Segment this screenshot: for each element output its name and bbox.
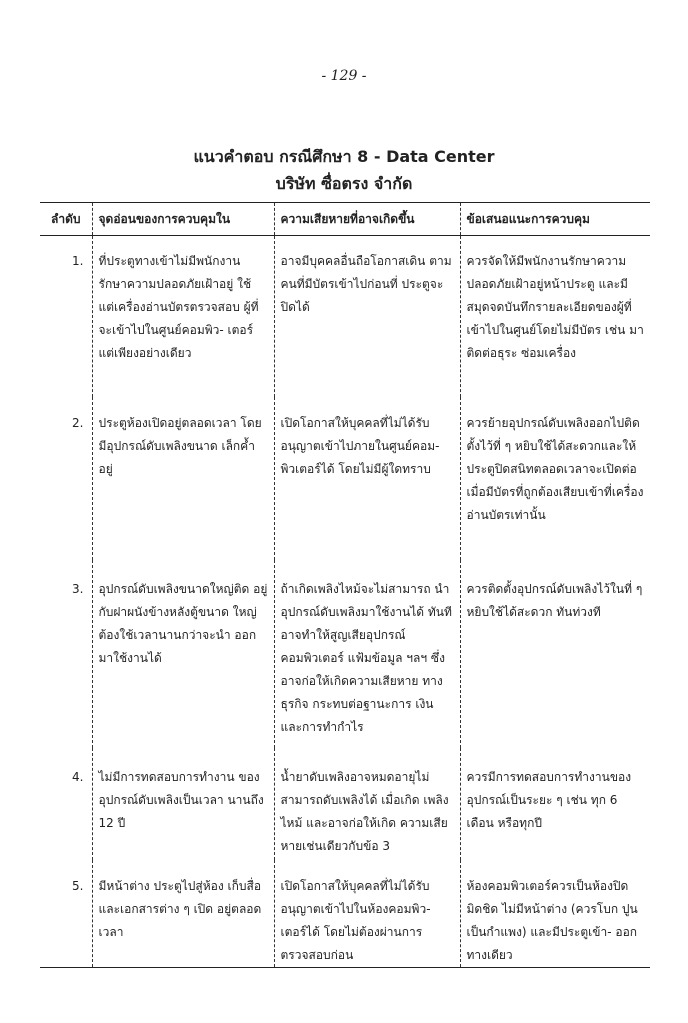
weakness-cell: ไม่มีการทดสอบการทำงาน ของอุปกรณ์ดับเพลิงเป็นเวลา นานถึง 12 ปี [92, 748, 274, 860]
damage-cell: เปิดโอกาสให้บุคคลที่ไม่ได้รับ อนุญาตเข้าไปภายในศูนย์คอม- พิวเตอร์ได้ โดยไม่มีผู้ใดทราบ [274, 397, 460, 560]
page-title: แนวคำตอบ กรณีศึกษา 8 - Data Center [193, 147, 495, 166]
row-number: 5. [72, 879, 84, 893]
row-number: 3. [72, 582, 84, 596]
table-row [40, 748, 650, 860]
header-suggestion: ข้อเสนอแนะการควบคุม [460, 203, 650, 236]
weakness-cell: อุปกรณ์ดับเพลิงขนาดใหญ่ติด อยู่กับฝาผนังข้างหลังตู้ขนาด ใหญ่ต้องใช้เวลานานกว่าจะนำ ออกมาใช้งานได้ [92, 560, 274, 748]
damage-cell: อาจมีบุคคลอื่นถือโอกาสเดิน ตามคนที่มีบัตรเข้าไปก่อนที่ ประตูจะปิดได้ [274, 236, 460, 398]
suggestion-cell: ควรมีการทดสอบการทำงานของ อุปกรณ์เป็นระยะ ๆ เช่น ทุก 6 เดือน หรือทุกปี [460, 748, 650, 860]
page-number: - 129 - [321, 68, 367, 84]
answer-table [40, 202, 650, 968]
header-weakness: จุดอ่อนของการควบคุมใน [92, 203, 274, 236]
table-row [40, 236, 650, 398]
weakness-cell: มีหน้าต่าง ประตูไปสู่ห้อง เก็บสื่อและเอกสารต่าง ๆ เปิด อยู่ตลอดเวลา [92, 860, 274, 968]
page-subtitle: บริษัท ซื่อตรง จำกัด [275, 174, 413, 193]
suggestion-cell: ควรติดตั้งอุปกรณ์ดับเพลิงไว้ในที่ ๆ หยิบใช้ได้สะดวก ทันท่วงที [460, 560, 650, 748]
suggestion-cell: ควรย้ายอุปกรณ์ดับเพลิงออกไปติด ตั้งไว้ที่ ๆ หยิบใช้ได้สะดวกและให้ ประตูปิดสนิทตลอดเวลาจะเปิดต่อ เมื่อมีบัตรที่ถูกต้องเสียบเข้าที่เครื่อง อ่านบัตรเท่านั้น [460, 397, 650, 560]
damage-cell: ถ้าเกิดเพลิงไหม้จะไม่สามารถ นำอุปกรณ์ดับเพลิงมาใช้งานได้ ทันที อาจทำให้สูญเสียอุปกรณ์ คอมพิวเตอร์ แฟ้มข้อมูล ฯลฯ ซึ่งอาจก่อให้เกิดความเสียหาย ทางธุรกิจ กระทบต่อฐานะการ เงินและการทำกำไร [274, 560, 460, 748]
table-row [40, 397, 650, 560]
header-damage: ความเสียหายที่อาจเกิดขึ้น [274, 203, 460, 236]
header-no: ลำดับ [50, 211, 81, 226]
row-number: 1. [72, 254, 84, 268]
suggestion-cell: ห้องคอมพิวเตอร์ควรเป็นห้องปิด มิดชิด ไม่มีหน้าต่าง (ควรโบก ปูนเป็นกำแพง) และมีประตูเข้า- ออกทางเดียว [460, 860, 650, 968]
suggestion-cell: ควรจัดให้มีพนักงานรักษาความ ปลอดภัยเฝ้าอยู่หน้าประตู และมี สมุดจดบันทึกรายละเอียดของผู้ที่ เข้าไปในศูนย์โดยไม่มีบัตร เช่น มา ติดต่อธุระ ซ่อมเครื่อง [460, 236, 650, 398]
table-header-row [40, 203, 650, 236]
weakness-cell: ที่ประตูทางเข้าไม่มีพนักงาน รักษาความปลอดภัยเฝ้าอยู่ ใช้ แต่เครื่องอ่านบัตรตรวจสอบ ผู้ที่จะเข้าไปในศูนย์คอมพิว- เตอร์แต่เพียงอย่างเดียว [92, 236, 274, 398]
weakness-cell: ประตูห้องเปิดอยู่ตลอดเวลา โดยมีอุปกรณ์ดับเพลิงขนาด เล็กค้ำอยู่ [92, 397, 274, 560]
row-number: 4. [72, 770, 84, 784]
row-number: 2. [72, 416, 84, 430]
damage-cell: เปิดโอกาสให้บุคคลที่ไม่ได้รับ อนุญาตเข้าไปในห้องคอมพิว- เตอร์ได้ โดยไม่ต้องผ่านการ ตรวจสอบก่อน [274, 860, 460, 968]
damage-cell: น้ำยาดับเพลิงอาจหมดอายุไม่ สามารถดับเพลิงได้ เมื่อเกิด เพลิงไหม้ และอาจก่อให้เกิด ความเสียหายเช่นเดียวกับข้อ 3 [274, 748, 460, 860]
table-row [40, 860, 650, 968]
table-row [40, 560, 650, 748]
